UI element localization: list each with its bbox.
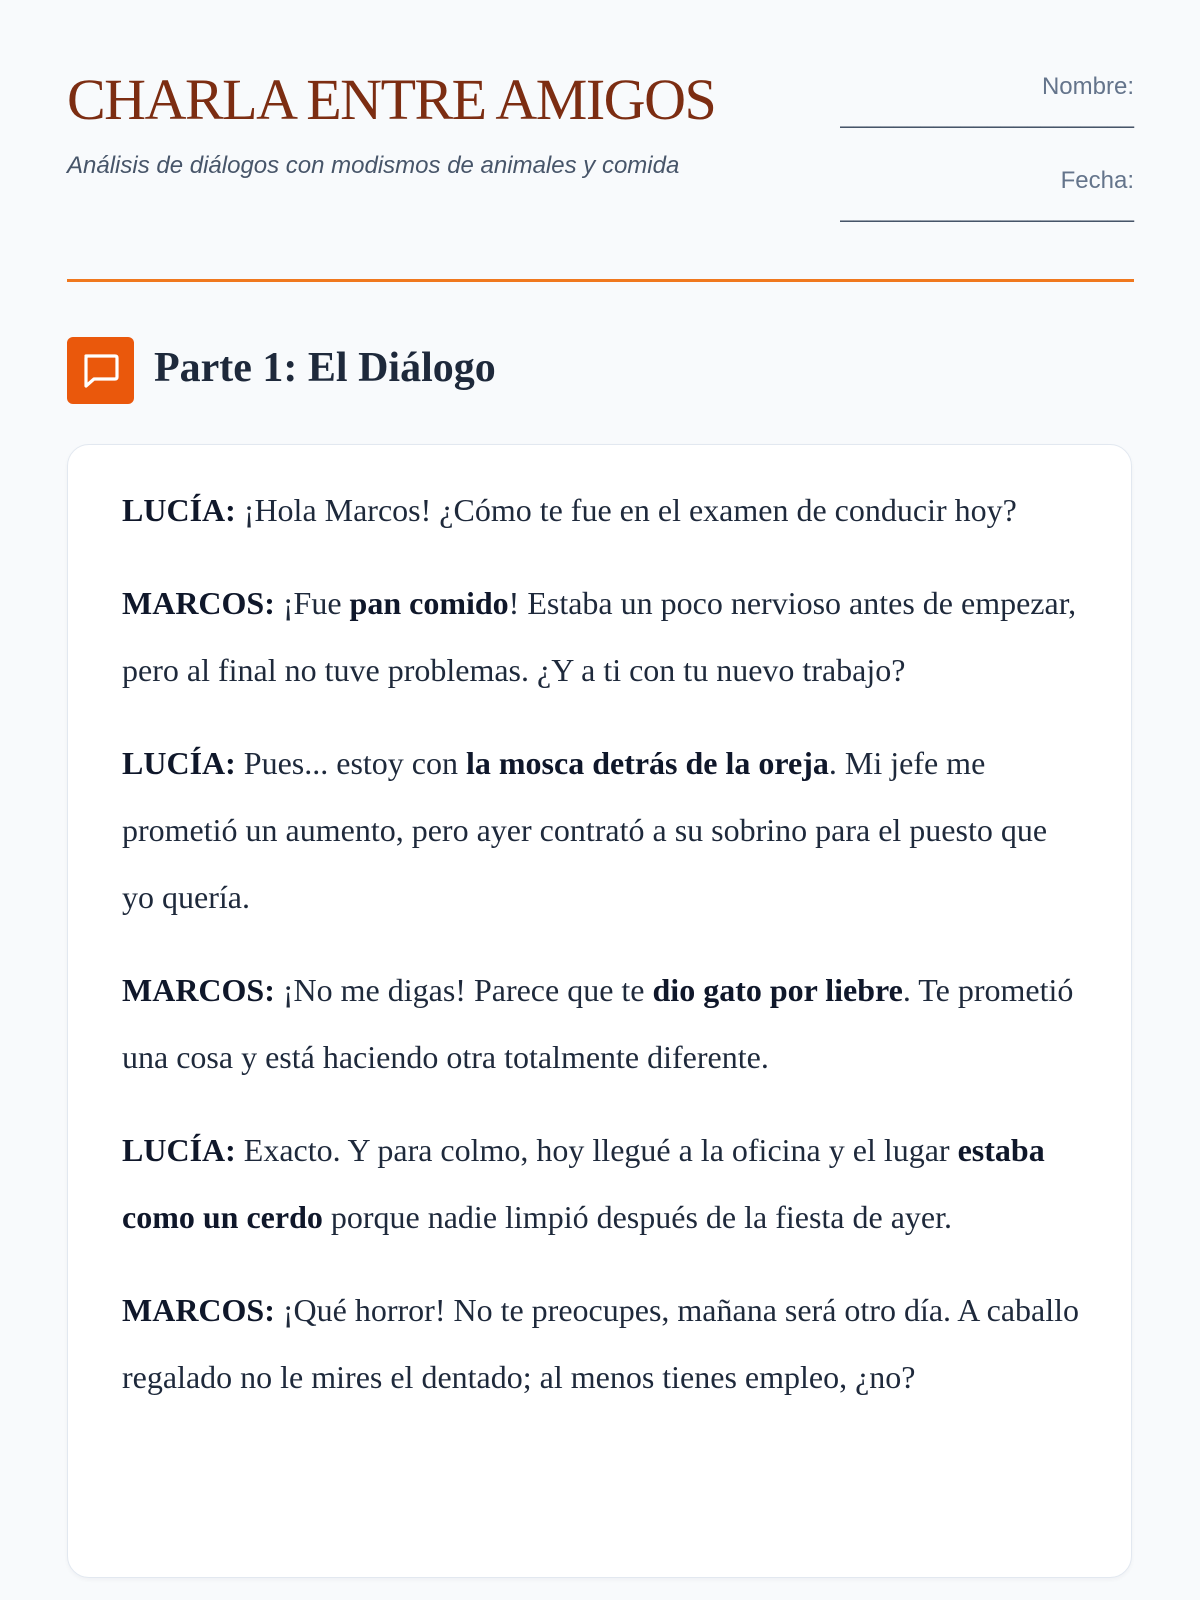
speech-bubble-glyph bbox=[81, 352, 120, 390]
worksheet-title: CHARLA ENTRE AMIGOS bbox=[67, 67, 716, 132]
section-title: Parte 1: El Diálogo bbox=[154, 345, 496, 391]
dialogue-line bbox=[122, 730, 1082, 931]
dialogue-card bbox=[67, 444, 1132, 1578]
name-blank-line: ______________________ bbox=[840, 102, 1134, 129]
dialogue-text: ¡Hola Marcos! ¿Cómo te fue en el examen de conducir hoy? bbox=[235, 492, 1017, 528]
idiom-highlight: pan comido bbox=[349, 585, 509, 621]
dialogue-text: . Te prometió una cosa y está haciendo otra totalmente diferente. bbox=[122, 972, 1074, 1075]
name-field bbox=[840, 72, 1134, 130]
idiom-highlight: dio gato por liebre bbox=[652, 972, 903, 1008]
idiom-highlight: la mosca detrás de la oreja bbox=[465, 745, 829, 781]
dialogue-text: Pues... estoy con bbox=[235, 745, 466, 781]
speaker-name: MARCOS: bbox=[122, 972, 275, 1008]
dialogue-list bbox=[122, 477, 1082, 1437]
date-field bbox=[840, 166, 1134, 224]
dialogue-text: porque nadie limpió después de la fiesta de ayer. bbox=[322, 1199, 952, 1235]
speaker-name: LUCÍA: bbox=[122, 745, 236, 781]
date-blank-line: ______________________ bbox=[840, 196, 1134, 223]
dialogue-text: ¡Fue bbox=[274, 585, 350, 621]
header-divider bbox=[67, 279, 1134, 282]
worksheet-subtitle: Análisis de diálogos con modismos de animales y comida bbox=[67, 152, 680, 179]
speaker-name: MARCOS: bbox=[122, 1292, 275, 1328]
date-label: Fecha: bbox=[1060, 167, 1134, 194]
dialogue-text: ¡Qué horror! No te preocupes, mañana será otro día. A caballo regalado no le mires el dentado; al menos tienes empleo, ¿no? bbox=[122, 1292, 1080, 1395]
speaker-name: MARCOS: bbox=[122, 585, 275, 621]
dialogue-text: ! Estaba un poco nervioso antes de empezar, pero al final no tuve problemas. ¿Y a ti con tu nuevo trabajo? bbox=[122, 585, 1077, 688]
dialogue-line bbox=[122, 1117, 1082, 1251]
dialogue-text: Exacto. Y para colmo, hoy llegué a la oficina y el lugar bbox=[235, 1132, 958, 1168]
dialogue-line bbox=[122, 570, 1082, 704]
speaker-name: LUCÍA: bbox=[122, 492, 236, 528]
idiom-highlight: estaba como un cerdo bbox=[122, 1132, 1045, 1235]
dialogue-text: ¡No me digas! Parece que te bbox=[274, 972, 653, 1008]
dialogue-line bbox=[122, 1277, 1082, 1411]
speaker-name: LUCÍA: bbox=[122, 1132, 236, 1168]
dialogue-line bbox=[122, 957, 1082, 1091]
worksheet-header bbox=[67, 0, 1134, 283]
speech-bubble-icon bbox=[67, 337, 134, 404]
dialogue-text: . Mi jefe me prometió un aumento, pero ayer contrató a su sobrino para el puesto que yo quería. bbox=[122, 745, 1048, 915]
dialogue-line bbox=[122, 477, 1082, 544]
name-label: Nombre: bbox=[1041, 73, 1134, 100]
